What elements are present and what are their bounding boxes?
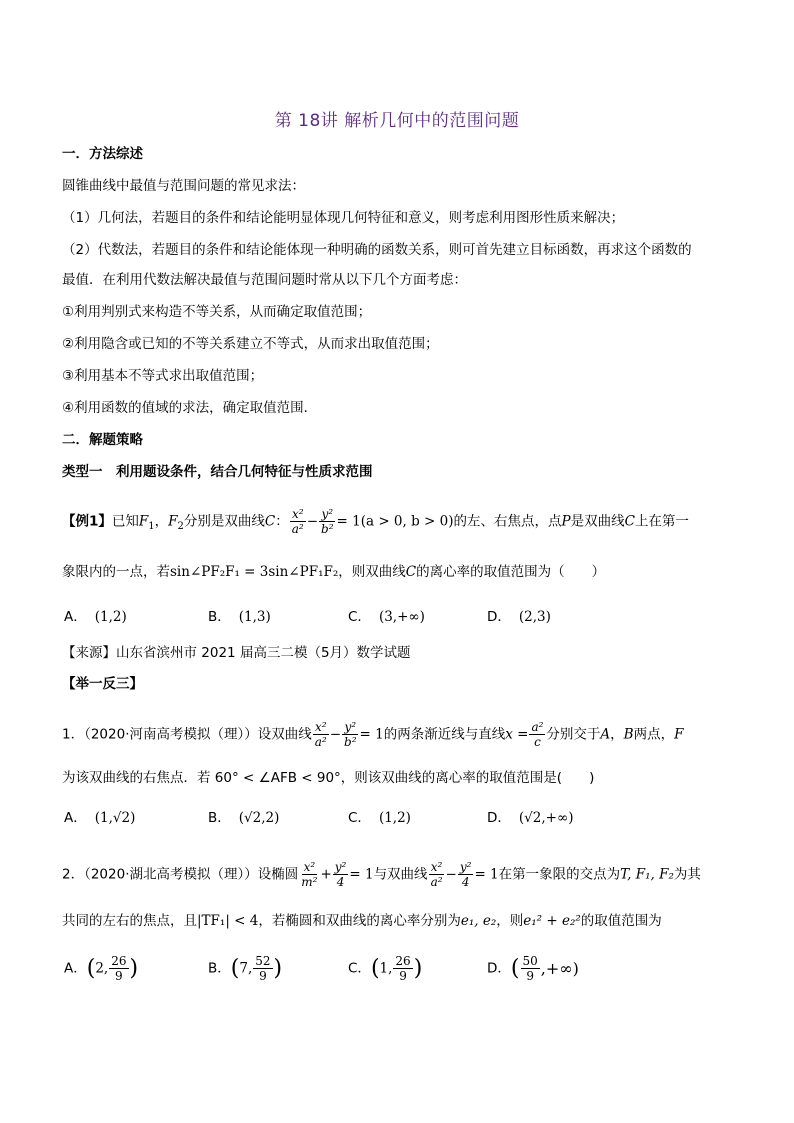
q2-fraction-x2-a2: $\frac{\text{x²}}{\text{a²}}$ (430, 860, 443, 889)
example1-line2: 象限内的一点，若sin∠PF₂F₁ = 3sin∠PF₁F₂，则双曲线C的离心率的取值范围为（ ） (62, 564, 606, 580)
example1-source: 【来源】山东省滨州市 2021 届高三二模（5月）数学试题 (62, 645, 411, 661)
q1-line2: 为该双曲线的右焦点．若 60° < ∠AFB < 90°，则该双曲线的离心率的取值范围是( ) (62, 770, 595, 786)
q2-option-c[interactable]: C．(1, $\frac{26}{9}$ ) (348, 954, 423, 983)
example1-option-a[interactable]: A． (1,2) (64, 609, 127, 625)
section-heading-method: 一．方法综述 (62, 146, 143, 162)
example1-line1: 【例1】已知$F_1$，$F_2$分别是双曲线C： $\frac{\text{x²}}{\text{a²}}$ − $\frac{\text{y²}}{\text{b²}}$ = 1(a > 0, b > 0)的左、右焦点，点P是双曲线C上在第一 (62, 507, 689, 536)
q2-option-d[interactable]: D．( $\frac{50}{9}$ ,+∞) (487, 954, 579, 983)
q2-fraction-x2-m2: $\frac{\text{x²}}{\text{m²}}$ (301, 860, 318, 889)
example1-equation: sin∠PF₂F₁ = 3sin∠PF₁F₂ (170, 564, 339, 580)
q1-option-a[interactable]: A． (1,√2) (64, 810, 136, 826)
example1-option-b[interactable]: B． (1,3) (208, 609, 271, 625)
method-item-1: ①利用判别式来构造不等关系，从而确定取值范围； (62, 304, 372, 320)
method-2b: 最值．在利用代数法解决最值与范围问题时常从以下几个方面考虑： (62, 272, 467, 288)
method-item-2: ②利用隐含或已知的不等关系建立不等式，从而求出取值范围； (62, 336, 439, 352)
method-item-4: ④利用函数的值域的求法，确定取值范围． (62, 400, 318, 416)
q2-option-a[interactable]: A．(2, $\frac{26}{9}$ ) (64, 954, 139, 983)
q1-fraction-a2-c: $\frac{\text{a²}}{c}$ (531, 720, 544, 749)
practice-heading: 【举一反三】 (62, 676, 143, 692)
q2-line2: 共同的左右的焦点，且|TF₁| < 4，若椭圆和双曲线的离心率分别为e₁, e₂，则e₁² + e₂²的取值范围为 (62, 913, 662, 929)
q2-fraction-y2-4b: $\frac{\text{y²}}{4}$ (459, 860, 472, 889)
type-heading: 类型一 利用题设条件，结合几何特征与性质求范围 (62, 464, 373, 480)
q2-line1: 2．（2020·湖北高考模拟（理））设椭圆 $\frac{\text{x²}}{\text{m²}}$ + $\frac{\text{y²}}{4}$ = 1与双曲线 $\frac{\text{x²}}{\text{a²}}$ − $\frac{\text{y²}}{4}$ = 1在第一象限的交点为T, F₁, F₂为其 (62, 860, 701, 889)
method-2a: （2）代数法，若题目的条件和结论能体现一种明确的函数关系，则可首先建立目标函数，再求这个函数的 (62, 242, 692, 258)
example-label: 【例1】 (62, 513, 112, 530)
q1-fraction-y2-b2: $\frac{\text{y²}}{\text{b²}}$ (344, 720, 357, 749)
method-item-3: ③利用基本不等式求出取值范围； (62, 368, 264, 384)
method-intro: 圆锥曲线中最值与范围问题的常见求法： (62, 178, 305, 194)
example1-option-d[interactable]: D． (2,3) (487, 609, 551, 625)
fraction-y2-b2: $\frac{\text{y²}}{\text{b²}}$ (321, 507, 334, 536)
q2-option-b[interactable]: B．(7, $\frac{52}{9}$ ) (208, 954, 283, 983)
example1-option-c[interactable]: C． (3,+∞) (348, 609, 425, 625)
q1-line1: 1．（2020·河南高考模拟（理））设双曲线 $\frac{\text{x²}}{\text{a²}}$ − $\frac{\text{y²}}{\text{b²}}$ = 1的两条渐近线与直线x = $\frac{\text{a²}}{c}$ 分别交于A，B两点，F (62, 720, 684, 749)
page-title: 第 18讲 解析几何中的范围问题 (274, 111, 520, 131)
section-heading-strategy: 二．解题策略 (62, 432, 143, 448)
q1-option-d[interactable]: D． (√2,+∞) (487, 810, 574, 826)
fraction-x2-a2: $\frac{\text{x²}}{\text{a²}}$ (291, 507, 304, 536)
method-1: （1）几何法，若题目的条件和结论能明显体现几何特征和意义，则考虑利用图形性质来解决； (62, 210, 625, 226)
q1-option-b[interactable]: B． (√2,2) (208, 810, 280, 826)
q1-option-c[interactable]: C． (1,2) (348, 810, 411, 826)
q1-fraction-x2-a2: $\frac{\text{x²}}{\text{a²}}$ (314, 720, 327, 749)
q2-fraction-y2-4: $\frac{\text{y²}}{4}$ (334, 860, 347, 889)
